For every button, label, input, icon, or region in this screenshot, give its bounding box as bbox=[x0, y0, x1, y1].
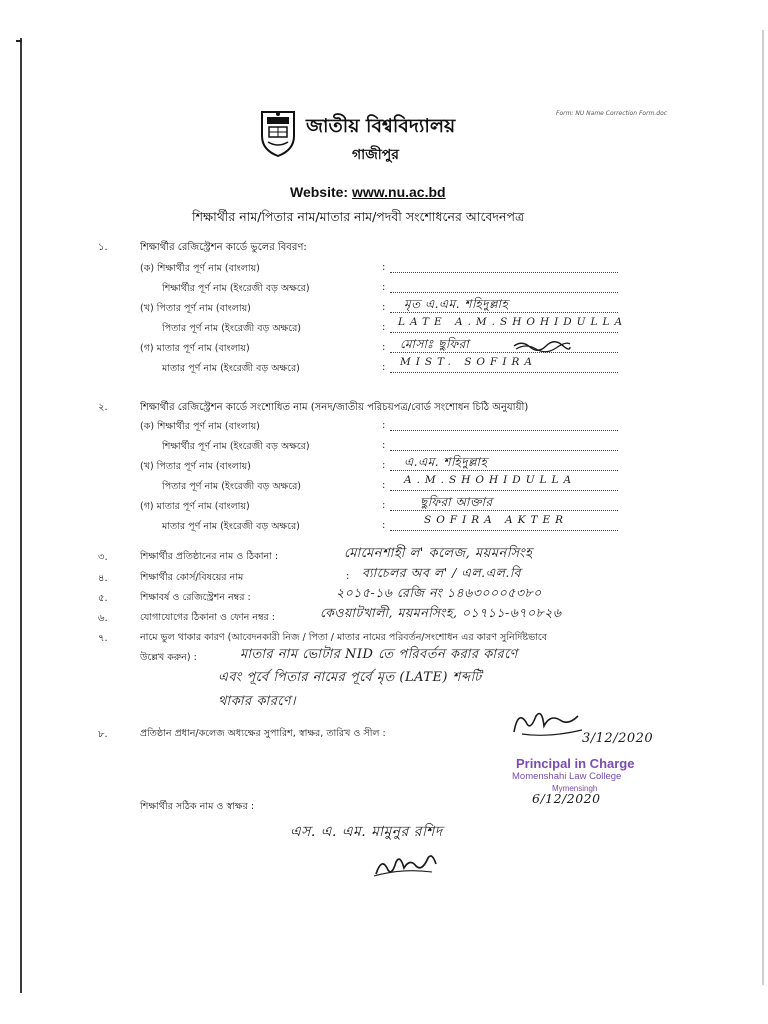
section-number: ১. bbox=[98, 242, 108, 253]
field-value-handwritten: মোসাঃ ছুফিরা bbox=[400, 337, 470, 351]
section-number: ৪. bbox=[98, 573, 108, 584]
website-line bbox=[290, 184, 446, 200]
form-code: Form: NU Name Correction Form.doc bbox=[556, 110, 668, 117]
stamp-college: Momenshahi Law College bbox=[512, 771, 622, 782]
field-label: (গ) মাতার পূর্ণ নাম (বাংলায়) bbox=[140, 501, 250, 512]
input-line bbox=[390, 272, 618, 273]
input-line bbox=[390, 332, 618, 333]
section-number: ৫. bbox=[98, 593, 108, 604]
input-line bbox=[390, 450, 618, 451]
colon: : bbox=[382, 480, 386, 491]
reason-line1-handwritten: মাতার নাম ভোটার NID তে পরিবর্তন করার কারণে bbox=[240, 647, 518, 662]
colon: : bbox=[382, 282, 386, 293]
student-name-handwritten: এস. এ. এম. মামুনুর রশিদ bbox=[290, 824, 443, 840]
colon: : bbox=[382, 362, 386, 373]
field-label: (খ) পিতার পূর্ণ নাম (বাংলায়) bbox=[140, 461, 251, 472]
registration-label: শিক্ষাবর্ষ ও রেজিস্ট্রেশন নম্বর : bbox=[140, 592, 251, 603]
stamp-title: Principal in Charge bbox=[516, 756, 635, 771]
input-line bbox=[390, 530, 618, 531]
reason-line2-handwritten: এবং পূর্বে পিতার নামের পূর্বে মৃত (LATE) শব্দটি bbox=[218, 670, 482, 685]
field-value-handwritten: A.M.SHOHIDULLA bbox=[404, 474, 577, 486]
institution-value-handwritten: মোমেনশাহী ল' কলেজ, ময়মনসিংহ bbox=[344, 546, 533, 561]
stamp-city: Mymensingh bbox=[552, 784, 598, 793]
field-label: (ক) শিক্ষার্থীর পূর্ণ নাম (বাংলায়) bbox=[140, 421, 260, 432]
field-label: পিতার পূর্ণ নাম (ইংরেজী বড় অক্ষরে) bbox=[162, 481, 302, 492]
section-number: ৮. bbox=[98, 729, 108, 740]
field-label: (খ) পিতার পূর্ণ নাম (বাংলায়) bbox=[140, 303, 251, 314]
university-name: জাতীয় বিশ্ববিদ্যালয় bbox=[306, 115, 456, 137]
principal-signature bbox=[508, 706, 588, 740]
section-number: ৬. bbox=[98, 613, 108, 624]
stamp-date: 6/12/2020 bbox=[532, 791, 601, 806]
signature-date: 3/12/2020 bbox=[582, 731, 654, 746]
colon: : bbox=[346, 571, 350, 582]
course-label: শিক্ষার্থীর কোর্স/বিষয়ের নাম bbox=[140, 572, 244, 583]
colon: : bbox=[382, 302, 386, 313]
form-title: শিক্ষার্থীর নাম/পিতার নাম/মাতার নাম/পদবী সংশোধনের আবেদনপত্র bbox=[192, 209, 525, 224]
contact-label: যোগাযোগের ঠিকানা ও ফোন নম্বর : bbox=[140, 612, 276, 623]
scan-mark bbox=[16, 40, 22, 42]
field-value-handwritten: এ.এম. শহিদুল্লাহ bbox=[404, 455, 488, 469]
colon: : bbox=[382, 500, 386, 511]
section-number: ৩. bbox=[98, 552, 108, 563]
section2-heading: শিক্ষার্থীর রেজিস্ট্রেশন কার্ডে সংশোধিত নাম (সনদ/জাতীয় পরিচয়পত্র/বোর্ড সংশোধন চিঠি অনুযায়ী) bbox=[140, 402, 529, 413]
field-value-handwritten: LATE A.M.SHOHIDULLA bbox=[398, 316, 628, 328]
field-label: পিতার পূর্ণ নাম (ইংরেজী বড় অক্ষরে) bbox=[162, 323, 302, 334]
colon: : bbox=[382, 460, 386, 471]
colon: : bbox=[382, 520, 386, 531]
university-city: গাজীপুর bbox=[352, 147, 399, 163]
field-label: (ক) শিক্ষার্থীর পূর্ণ নাম (বাংলায়) bbox=[140, 263, 260, 274]
field-label: মাতার পূর্ণ নাম (ইংরেজী বড় অক্ষরে) bbox=[162, 363, 300, 374]
colon: : bbox=[382, 440, 386, 451]
colon: : bbox=[382, 420, 386, 431]
reason-line3-handwritten: থাকার কারণে। bbox=[218, 694, 297, 709]
colon: : bbox=[382, 342, 386, 353]
field-label: (গ) মাতার পূর্ণ নাম (বাংলায়) bbox=[140, 343, 250, 354]
section-number: ২. bbox=[98, 402, 108, 413]
field-label: শিক্ষার্থীর পূর্ণ নাম (ইংরেজী বড় অক্ষরে) bbox=[162, 283, 310, 294]
university-logo-icon bbox=[258, 108, 298, 158]
registration-value-handwritten: ২০১৫-১৬ রেজি নং ১৪৬৩০০০৫৩৮০ bbox=[336, 585, 542, 600]
input-line bbox=[390, 490, 618, 491]
website-link[interactable]: www.nu.ac.bd bbox=[351, 184, 446, 200]
input-line bbox=[390, 430, 618, 431]
course-value-handwritten: ব্যাচেলর অব ল' / এল.এল.বি bbox=[362, 565, 521, 580]
institution-label: শিক্ষার্থীর প্রতিষ্ঠানের নাম ও ঠিকানা : bbox=[140, 551, 279, 562]
field-value-handwritten: SOFIRA AKTER bbox=[424, 514, 569, 526]
contact-value-handwritten: কেওয়াটখালী, ময়মনসিংহ, ০১৭১১-৬৭০৮২৬ bbox=[320, 605, 562, 620]
field-value-handwritten: ছুফিরা আক্তার bbox=[420, 495, 493, 509]
student-signature bbox=[372, 850, 450, 880]
reason-label: নামে ভুল থাকার কারণ (আবেদনকারী নিজ / পিতা / মাতার নামের পরিবর্তন/সংশোধন এর কারণ সুনির্দিষ্টভাবে bbox=[140, 632, 548, 643]
input-line bbox=[390, 292, 618, 293]
strikethrough-scribble bbox=[512, 338, 572, 354]
colon: : bbox=[382, 262, 386, 273]
scan-edge-left bbox=[20, 38, 22, 993]
field-label: মাতার পূর্ণ নাম (ইংরেজী বড় অক্ষরে) bbox=[162, 521, 300, 532]
reason-label-cont: উল্লেখ করুন) : bbox=[140, 652, 197, 663]
principal-label: প্রতিষ্ঠান প্রধান/কলেজ অধ্যক্ষের সুপারিশ, স্বাক্ষর, তারিখ ও সীল : bbox=[140, 728, 386, 739]
field-value-handwritten: MIST. SOFIRA bbox=[400, 356, 537, 368]
scan-edge-right bbox=[762, 30, 764, 985]
section1-heading: শিক্ষার্থীর রেজিস্ট্রেশন কার্ডে ভুলের বিবরণ: bbox=[140, 242, 307, 253]
student-signature-label: শিক্ষার্থীর সঠিক নাম ও স্বাক্ষর : bbox=[140, 801, 255, 812]
field-label: শিক্ষার্থীর পূর্ণ নাম (ইংরেজী বড় অক্ষরে) bbox=[162, 441, 310, 452]
colon: : bbox=[382, 322, 386, 333]
section-number: ৭. bbox=[98, 633, 108, 644]
website-label: Website: bbox=[290, 184, 349, 200]
input-line bbox=[390, 372, 618, 373]
field-value-handwritten: মৃত এ.এম. শহিদুল্লাহ bbox=[404, 297, 509, 311]
